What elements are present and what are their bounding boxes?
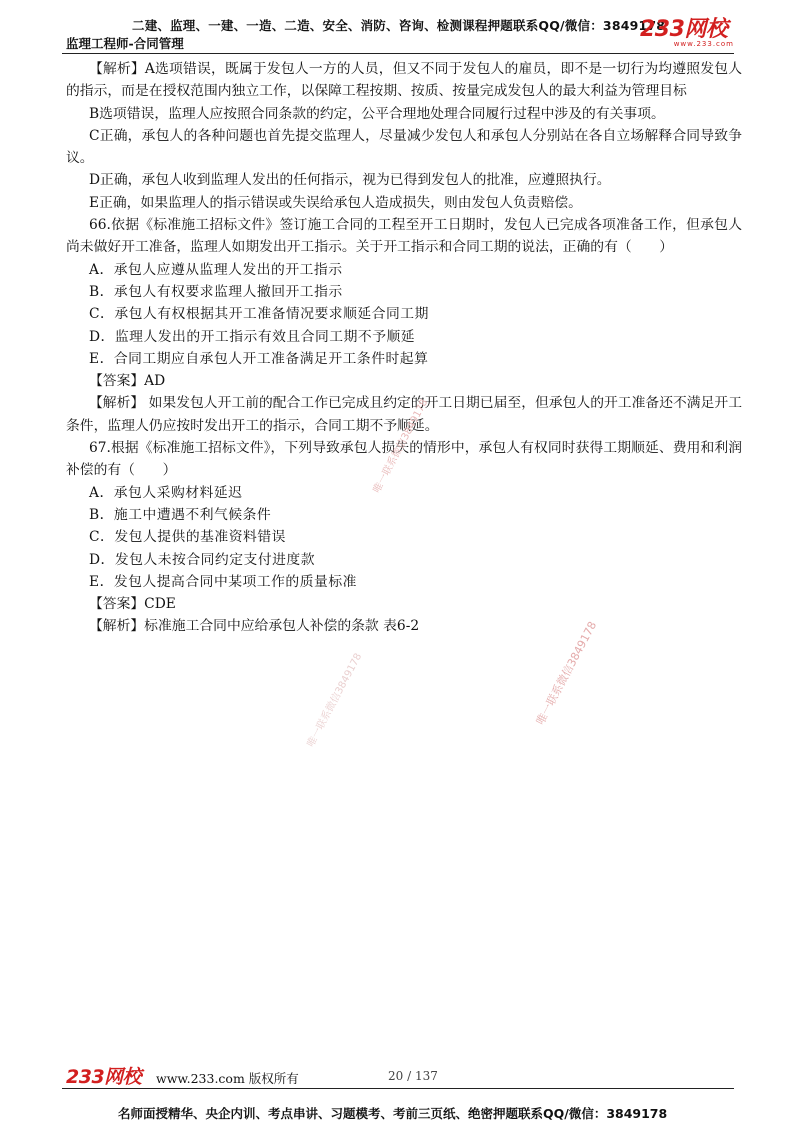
q67-option-a: A．承包人采购材料延迟 xyxy=(89,484,243,501)
footer-copyright: www.233.com 版权所有 xyxy=(156,1071,299,1086)
q67-answer: 【答案】CDE xyxy=(89,596,176,613)
brand-logo xyxy=(640,18,740,52)
q66-option-e: E．合同工期应自承包人开工准备满足开工条件时起算 xyxy=(89,350,429,367)
q67-option-d: D．发包人未按合同约定支付进度款 xyxy=(89,551,316,568)
watermark-text-faint: 唯一联系微信3849178 xyxy=(371,397,431,496)
q66-option-c: C．承包人有权根据其开工准备情况要求顺延合同工期 xyxy=(89,306,429,323)
analysis-b: B选项错误，监理人应按照合同条款的约定，公平合理地处理合同履行过程中涉及的有关事项。 xyxy=(89,105,665,122)
analysis-c: C正确，承包人的各种问题也首先提交监理人，尽量减少发包人和承包人分别站在各自立场解释合同导致争议。 xyxy=(66,127,742,167)
watermark-text: 唯一联系微信3849178 xyxy=(533,619,600,728)
page-number: 20 / 137 xyxy=(388,1069,438,1083)
q66-analysis: 【解析】 如果发包人开工前的配合工作已完成且约定的开工日期已届至，但承包人的开工准备还不满足开工条件，监理人仍应按时发出开工的指示，合同工期不予顺延。 xyxy=(66,395,742,434)
question-66: 66.依据《标准施工招标文件》签订施工合同的工程至开工日期时，发包人已完成各项准备工作，但承包人尚未做好开工准备，监理人如期发出开工指示。关于开工指示和合同工期的说法，正确的有（ ） xyxy=(66,217,742,256)
q67-option-b: B．施工中遭遇不利气候条件 xyxy=(89,506,272,523)
q67-option-c: C．发包人提供的基准资料错误 xyxy=(89,529,286,546)
document-body xyxy=(66,58,742,638)
q66-answer: 【答案】AD xyxy=(89,373,166,390)
footer-logo: 233网校 xyxy=(66,1066,142,1088)
footer-banner: 名师面授精华、央企内训、考点串讲、习题模考、考前三页纸、绝密押题联系QQ/微信：3849178 xyxy=(118,1106,668,1121)
q67-analysis: 【解析】标准施工合同中应给承包人补偿的条款 表6-2 xyxy=(89,618,420,635)
analysis-e: E正确，如果监理人的指示错误或失误给承包人造成损失，则由发包人负责赔偿。 xyxy=(89,194,582,211)
q66-option-b: B．承包人有权要求监理人撤回开工指示 xyxy=(89,283,343,300)
header-subtitle: 监理工程师-合同管理 xyxy=(66,36,184,51)
analysis-paragraph: 【解析】A选项错误，既属于发包人一方的人员，但又不同于发包人的雇员，即不是一切行为均遵照发包人的指示，而是在授权范围内独立工作，以保障工程按期、按质、按量完成发包人的最大利益为管理目标 xyxy=(66,61,742,100)
logo-text: 233网校 xyxy=(640,17,728,42)
logo-url: www.233.com xyxy=(673,40,734,48)
q66-option-d: D．监理人发出的开工指示有效且合同工期不予顺延 xyxy=(89,328,416,345)
question-67: 67.根据《标准施工招标文件》，下列导致承包人损失的情形中，承包人有权同时获得工期顺延、费用和利润补偿的有（ ） xyxy=(66,440,742,479)
watermark-text-faint: 唯一联系微信3849178 xyxy=(305,651,365,750)
header-divider xyxy=(62,53,734,54)
analysis-d: D正确，承包人收到监理人发出的任何指示，视为已得到发包人的批准，应遵照执行。 xyxy=(89,172,611,189)
footer-divider xyxy=(62,1088,734,1089)
q66-option-a: A．承包人应遵从监理人发出的开工指示 xyxy=(89,261,343,278)
header-banner: 二建、监理、一建、一造、二造、安全、消防、咨询、检测课程押题联系QQ/微信：3849178 xyxy=(132,18,666,33)
q67-option-e: E．发包人提高合同中某项工作的质量标准 xyxy=(89,573,357,590)
